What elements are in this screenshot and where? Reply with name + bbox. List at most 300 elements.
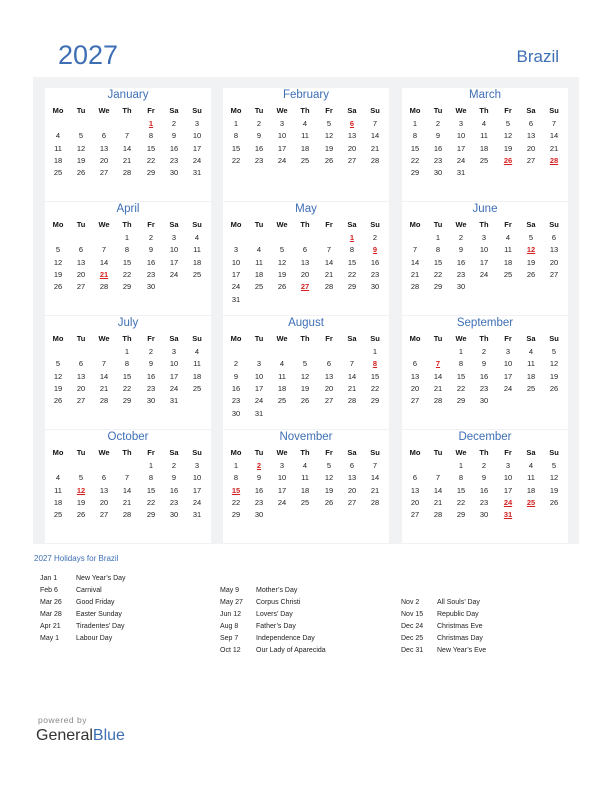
day-cell: 28 [433,396,443,406]
day-cell: 20 [76,383,86,393]
day-cell: 6 [78,359,84,369]
holiday-list-item [40,587,102,594]
holiday-name: Father’s Day [256,623,296,630]
day-cell: 14 [370,473,380,483]
day-cell: 19 [300,383,310,393]
day-cell: 12 [76,143,86,153]
day-cell: 20 [324,383,334,393]
day-cell: 7 [412,245,418,255]
month-name: February [282,89,330,101]
day-cell: 24 [277,497,287,507]
day-cell: 24 [192,497,202,507]
weekday-header: Fr [147,448,155,457]
day-cell: 26 [526,269,536,279]
day-cell: 6 [528,119,534,128]
day-cell: 14 [347,371,357,381]
day-cell: 4 [194,347,200,356]
day-cell: 22 [456,383,466,393]
day-cell: 30 [231,408,241,418]
weekday-header: Fr [147,220,155,229]
month-march [402,88,568,201]
day-cell: 27 [347,497,357,507]
holiday-day-cell: 12 [76,485,86,495]
day-cell: 25 [526,383,536,393]
day-cell: 19 [503,143,513,153]
day-cell: 17 [479,257,489,267]
day-cell: 4 [302,119,308,128]
day-cell: 22 [410,155,420,165]
weekday-header: Tu [254,448,264,457]
day-cell: 9 [256,131,262,141]
weekday-header: We [98,334,110,343]
weekday-header: Fr [147,334,155,343]
weekday-header: Fr [147,106,155,115]
day-cell: 13 [526,131,536,141]
weekday-header: Sa [169,334,179,343]
day-cell: 23 [146,383,156,393]
day-cell: 7 [124,473,130,483]
holiday-day-cell: 26 [503,155,513,165]
day-cell: 6 [101,131,107,141]
day-cell: 3 [481,233,487,242]
day-cell: 31 [169,396,179,406]
day-cell: 5 [302,359,308,369]
weekday-header: Tu [76,106,86,115]
weekday-header: Mo [52,448,64,457]
day-cell: 26 [76,168,86,178]
day-cell: 28 [433,510,443,520]
day-cell: 9 [171,131,177,141]
day-cell: 2 [256,119,262,128]
day-cell: 28 [370,497,380,507]
weekday-header: We [98,220,110,229]
day-cell: 28 [410,282,420,292]
day-cell: 10 [169,359,179,369]
day-cell: 19 [76,155,86,165]
day-cell: 16 [254,143,264,153]
day-cell: 9 [233,371,239,381]
day-cell: 15 [347,257,357,267]
day-cell: 3 [279,461,285,470]
day-cell: 30 [433,168,443,178]
day-cell: 29 [146,168,156,178]
weekday-header: Tu [76,334,86,343]
day-cell: 18 [479,143,489,153]
holiday-list-item [40,635,112,642]
day-cell: 3 [279,119,285,128]
weekday-header: Tu [254,334,264,343]
day-cell: 28 [99,396,109,406]
holiday-name: Easter Sunday [76,611,122,618]
calendar-year-title: 2027 [58,40,119,70]
day-cell: 7 [101,245,107,255]
holiday-date: Sep 7 [220,635,239,642]
day-cell: 13 [410,371,420,381]
day-cell: 18 [277,383,287,393]
day-cell: 8 [458,359,464,369]
holiday-date: Aug 8 [220,623,239,630]
day-cell: 25 [277,396,287,406]
day-cell: 30 [456,282,466,292]
day-cell: 14 [99,257,109,267]
day-cell: 1 [372,347,378,356]
weekday-header: Mo [52,334,64,343]
day-cell: 13 [347,473,357,483]
holiday-name: Independence Day [256,635,315,642]
day-cell: 6 [412,473,418,483]
day-cell: 5 [55,245,61,255]
weekday-header: Su [549,448,559,457]
day-cell: 26 [324,155,334,165]
day-cell: 6 [551,233,557,242]
day-cell: 4 [528,461,534,470]
day-cell: 14 [122,143,132,153]
day-cell: 20 [549,257,559,267]
day-cell: 11 [301,473,309,483]
day-cell: 24 [169,269,179,279]
weekday-header: Mo [52,106,64,115]
day-cell: 8 [458,473,464,483]
weekday-header: Th [300,334,310,343]
day-cell: 2 [171,119,177,128]
day-cell: 11 [527,473,535,483]
day-cell: 4 [194,233,200,242]
holiday-date: Mar 26 [40,599,62,606]
day-cell: 15 [433,257,443,267]
month-january [45,88,211,201]
day-cell: 1 [233,119,239,128]
day-cell: 19 [53,383,63,393]
holiday-list-item [220,611,293,618]
day-cell: 28 [122,168,132,178]
weekday-header: Su [370,220,380,229]
day-cell: 22 [231,497,241,507]
day-cell: 18 [192,371,202,381]
day-cell: 20 [99,497,109,507]
day-cell: 10 [277,473,287,483]
day-cell: 21 [433,383,443,393]
day-cell: 29 [456,396,466,406]
day-cell: 17 [277,143,287,153]
holiday-date: Feb 6 [40,587,58,594]
day-cell: 12 [324,473,334,483]
holiday-name: Good Friday [76,599,115,606]
weekday-header: Su [370,448,380,457]
day-cell: 15 [122,371,132,381]
day-cell: 24 [503,383,513,393]
day-cell: 23 [479,497,489,507]
day-cell: 30 [169,168,179,178]
weekday-header: Th [479,106,489,115]
day-cell: 18 [53,497,63,507]
day-cell: 23 [479,383,489,393]
day-cell: 26 [300,396,310,406]
month-name: July [117,317,139,329]
country-name: Brazil [516,47,559,66]
day-cell: 29 [146,510,156,520]
holiday-list-item [401,611,479,618]
day-cell: 30 [479,396,489,406]
day-cell: 13 [99,143,109,153]
day-cell: 21 [99,383,109,393]
day-cell: 8 [349,245,355,255]
day-cell: 29 [122,396,132,406]
holiday-name: New Year’s Eve [437,647,487,654]
day-cell: 2 [148,347,154,356]
day-cell: 11 [301,131,309,141]
weekday-header: Th [122,334,132,343]
day-cell: 20 [99,155,109,165]
day-cell: 17 [192,143,202,153]
holiday-day-cell: 1 [148,119,154,128]
day-cell: 15 [370,371,380,381]
day-cell: 3 [505,461,511,470]
holiday-date: Apr 21 [40,623,61,630]
day-cell: 21 [122,497,132,507]
month-name: September [456,317,514,329]
day-cell: 3 [458,119,464,128]
holiday-name: All Souls’ Day [437,599,480,606]
day-cell: 25 [254,282,264,292]
day-cell: 12 [300,371,310,381]
day-cell: 1 [124,347,130,356]
day-cell: 4 [55,473,61,483]
day-cell: 10 [456,131,466,141]
day-cell: 25 [53,510,63,520]
holiday-list-item [220,635,315,642]
day-cell: 8 [233,131,239,141]
day-cell: 27 [410,510,420,520]
day-cell: 25 [300,497,310,507]
weekday-header: Fr [504,448,512,457]
day-cell: 5 [528,233,534,242]
holiday-date: Jan 1 [40,575,58,582]
day-cell: 18 [254,269,264,279]
day-cell: 6 [302,245,308,255]
day-cell: 15 [456,371,466,381]
day-cell: 13 [300,257,310,267]
weekday-header: Fr [504,334,512,343]
day-cell: 30 [479,510,489,520]
day-cell: 15 [146,143,156,153]
month-october [45,430,211,543]
weekday-header: We [455,220,467,229]
day-cell: 25 [479,155,489,165]
weekday-header: Sa [169,448,179,457]
day-cell: 28 [122,510,132,520]
day-cell: 15 [146,485,156,495]
holiday-date: Dec 25 [401,635,424,642]
day-cell: 23 [146,269,156,279]
brand-general-text: General [36,727,93,744]
day-cell: 17 [254,383,264,393]
day-cell: 31 [254,408,264,418]
day-cell: 12 [53,371,63,381]
day-cell: 31 [192,168,202,178]
month-name: May [295,203,317,215]
holiday-name: Tiradentes’ Day [76,623,125,630]
day-cell: 30 [370,282,380,292]
day-cell: 10 [169,245,179,255]
day-cell: 10 [192,473,202,483]
weekday-header: Th [479,448,489,457]
day-cell: 2 [481,347,487,356]
day-cell: 1 [412,119,418,128]
holiday-date: May 27 [220,599,243,606]
day-cell: 6 [349,461,355,470]
day-cell: 4 [55,131,61,141]
day-cell: 26 [549,383,559,393]
day-cell: 27 [76,282,86,292]
day-cell: 23 [254,155,264,165]
weekday-header: Sa [347,220,357,229]
day-cell: 22 [433,269,443,279]
holiday-list-item [401,599,480,606]
weekday-header: We [455,448,467,457]
day-cell: 5 [78,131,84,141]
day-cell: 7 [124,131,130,141]
weekday-header: Th [479,220,489,229]
day-cell: 29 [456,510,466,520]
day-cell: 1 [458,461,464,470]
weekday-header: Sa [526,220,536,229]
day-cell: 21 [370,485,380,495]
day-cell: 28 [324,282,334,292]
weekday-header: Sa [347,448,357,457]
day-cell: 23 [254,497,264,507]
weekday-header: Fr [504,220,512,229]
day-cell: 14 [99,371,109,381]
weekday-header: Sa [526,334,536,343]
day-cell: 17 [503,371,513,381]
day-cell: 18 [300,485,310,495]
day-cell: 17 [169,257,179,267]
day-cell: 20 [300,269,310,279]
day-cell: 16 [433,143,443,153]
day-cell: 2 [458,233,464,242]
day-cell: 9 [481,473,487,483]
day-cell: 27 [99,510,109,520]
day-cell: 5 [551,461,557,470]
day-cell: 16 [169,485,179,495]
day-cell: 29 [370,396,380,406]
holiday-list-item [401,623,483,630]
weekday-header: Su [370,106,380,115]
holiday-list-item [40,575,126,582]
day-cell: 13 [347,131,357,141]
weekday-header: Mo [52,220,64,229]
day-cell: 13 [324,371,334,381]
day-cell: 21 [370,143,380,153]
day-cell: 21 [549,143,559,153]
day-cell: 31 [192,510,202,520]
month-november [223,430,389,543]
day-cell: 22 [146,155,156,165]
day-cell: 20 [410,383,420,393]
holiday-list-item [220,599,300,606]
weekday-header: Su [192,334,202,343]
weekday-header: Sa [347,106,357,115]
day-cell: 13 [549,245,559,255]
day-cell: 25 [192,269,202,279]
day-cell: 26 [53,396,63,406]
weekday-header: Sa [347,334,357,343]
day-cell: 8 [435,245,441,255]
day-cell: 14 [433,371,443,381]
holiday-day-cell: 7 [435,359,441,369]
weekday-header: We [276,220,288,229]
day-cell: 8 [148,473,154,483]
holiday-list-item [401,635,483,642]
day-cell: 7 [101,359,107,369]
day-cell: 30 [254,510,264,520]
weekday-header: Th [300,220,310,229]
day-cell: 20 [347,485,357,495]
weekday-header: Tu [433,220,443,229]
day-cell: 25 [53,168,63,178]
day-cell: 2 [481,461,487,470]
weekday-header: Th [122,220,132,229]
day-cell: 9 [481,359,487,369]
day-cell: 16 [479,485,489,495]
day-cell: 5 [505,119,511,128]
day-cell: 24 [456,155,466,165]
day-cell: 19 [549,371,559,381]
day-cell: 17 [277,485,287,495]
day-cell: 25 [503,269,513,279]
day-cell: 29 [231,510,241,520]
holiday-day-cell: 6 [349,119,355,128]
day-cell: 12 [277,257,287,267]
day-cell: 18 [300,143,310,153]
day-cell: 17 [503,485,513,495]
day-cell: 21 [347,383,357,393]
weekday-header: Th [122,448,132,457]
weekday-header: Tu [76,220,86,229]
day-cell: 3 [233,245,239,255]
month-july [45,316,211,429]
weekday-header: Su [192,106,202,115]
day-cell: 11 [193,359,201,369]
day-cell: 10 [503,473,513,483]
day-cell: 2 [435,119,441,128]
day-cell: 11 [504,245,512,255]
day-cell: 1 [148,461,154,470]
day-cell: 5 [55,359,61,369]
day-cell: 18 [192,257,202,267]
day-cell: 31 [231,294,241,304]
day-cell: 5 [326,461,332,470]
day-cell: 17 [192,485,202,495]
holiday-name: Mother’s Day [256,587,298,594]
day-cell: 30 [169,510,179,520]
day-cell: 22 [122,383,132,393]
day-cell: 7 [349,359,355,369]
day-cell: 6 [326,359,332,369]
day-cell: 28 [370,155,380,165]
day-cell: 26 [76,510,86,520]
day-cell: 12 [549,473,559,483]
month-december [402,430,568,543]
day-cell: 3 [171,233,177,242]
holiday-day-cell: 15 [231,485,241,495]
day-cell: 14 [410,257,420,267]
day-cell: 1 [435,233,441,242]
holiday-date: Nov 15 [401,611,424,618]
holiday-day-cell: 8 [372,359,378,369]
weekday-header: Su [549,334,559,343]
holiday-list-item [220,623,296,630]
